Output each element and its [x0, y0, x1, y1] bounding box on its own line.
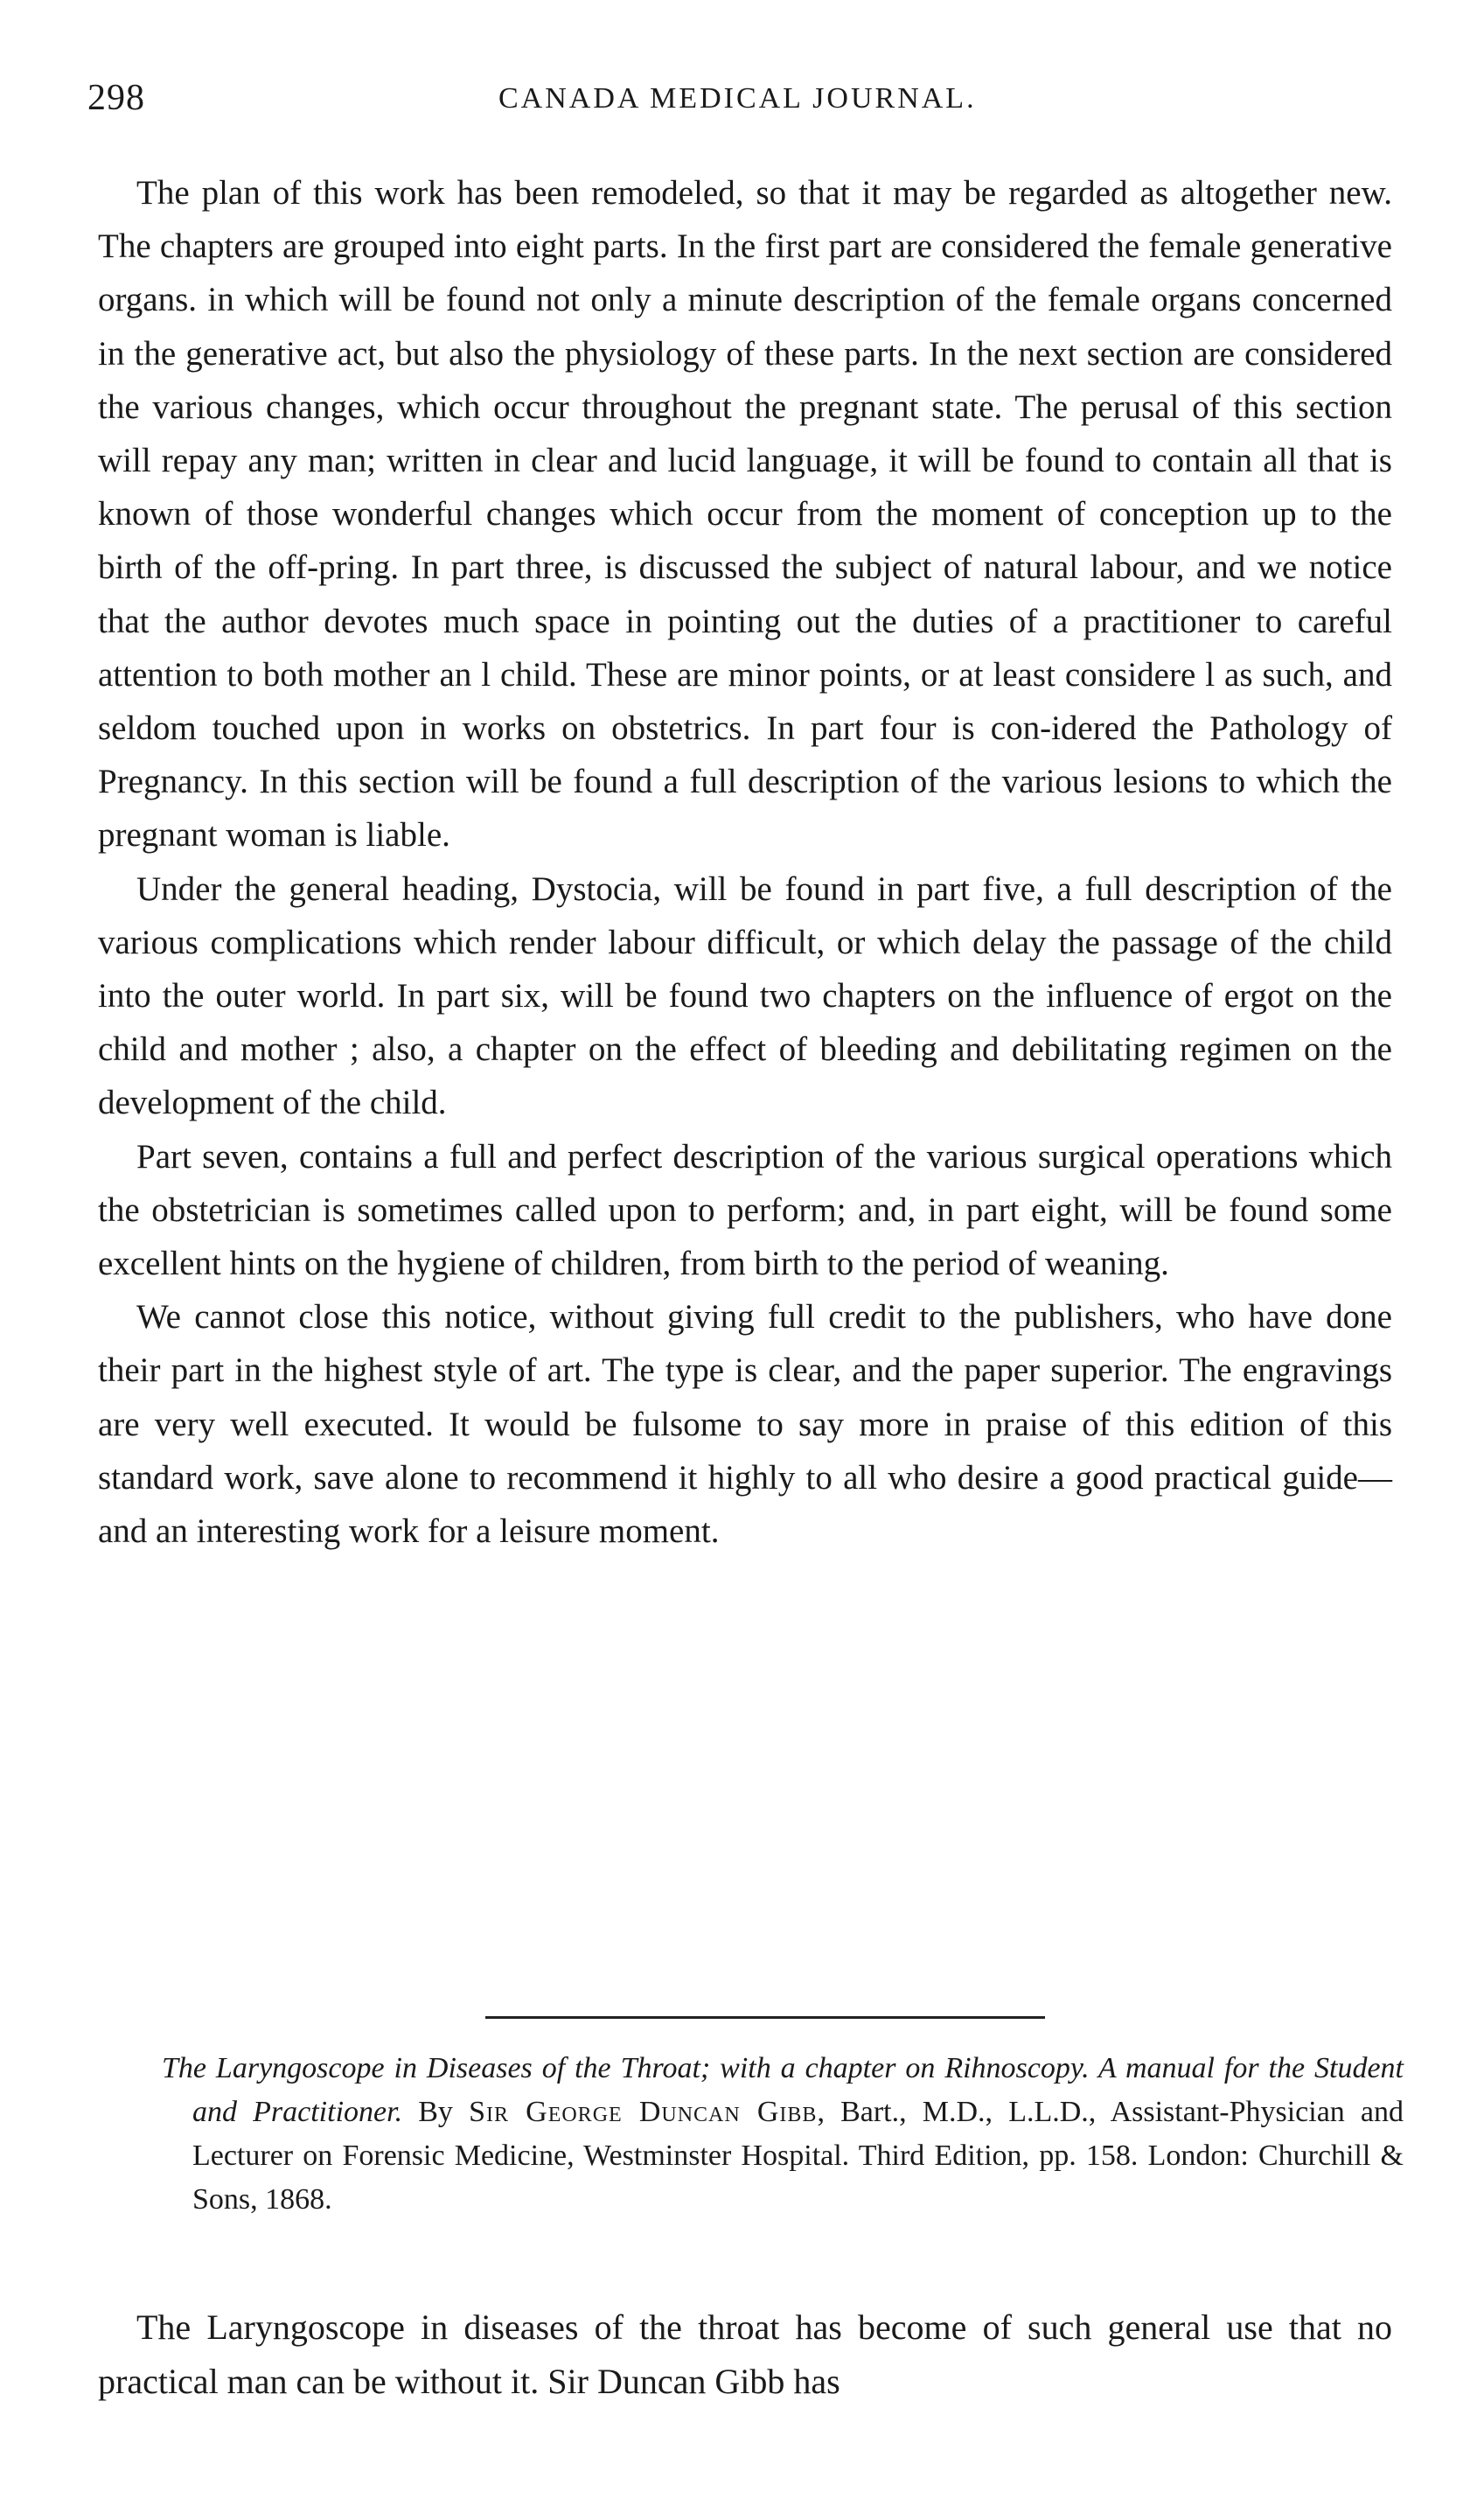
next-review	[98, 2300, 1392, 2409]
review-body	[98, 166, 1392, 1558]
paragraph: The plan of this work has been remodeled, so that it may be regarded as altogether new. The chapters are grouped into eight parts. In the first part are considered the female generative organs. in which will be found not only a minute description of the female organs concerned in the generative act, but also the physiology of these parts. In the next section are considered the various changes, which occur throughout the pregnant state. The perusal of this section will repay any man; written in clear and lucid language, it will be found to contain all that is known of those wonderful changes which occur from the moment of conception up to the birth of the off-pring. In part three, is discussed the subject of natural labour, and we notice that the author devotes much space in pointing out the duties of a practitioner to careful attention to both mother an l child. These are minor points, or at least considere l as such, and seldom touched upon in works on obstetrics. In part four is con-idered the Pathology of Pregnancy. In this section will be found a full description of the various lesions to which the pregnant woman is liable.	[98, 174, 1392, 855]
section-divider	[485, 2016, 1045, 2019]
by-label: By	[418, 2096, 453, 2128]
book-details: , Bart., M.D., L.L.D., Assistant-Physician and Lecturer on Forensic Medicine, Westminster Hospital. Third Edition, pp. 158. London: Churchill & Sons, 1868.	[192, 2096, 1404, 2216]
running-head: CANADA MEDICAL JOURNAL.	[498, 82, 977, 115]
page-header	[87, 77, 1399, 121]
paragraph: We cannot close this notice, without giving full credit to the publishers, who have done their part in the highest style of art. The type is clear, and the paper superior. The engravings are very well executed. It would be fulsome to say more in praise of this edition of this standard work, save alone to recommend it highly to all who desire a good practical guide—and an interesting work for a leisure moment.	[98, 1298, 1392, 1551]
book-author: Sir George Duncan Gibb	[469, 2096, 818, 2128]
paragraph: Under the general heading, Dystocia, will be found in part five, a full description of the various complications which render labour difficult, or which delay the passage of the child into the outer world. In part six, will be found two chapters on the influence of ergot on the child and mother ; also, a chapter on the effect of bleeding and debilitating regimen on the development of the child.	[98, 869, 1392, 1122]
book-citation	[162, 2047, 1404, 2222]
book-title: The Laryngoscope in Diseases of the Throat; with a chapter on Rihnoscopy. A manual for the Student and Practitioner.	[162, 2052, 1404, 2128]
page-number: 298	[87, 78, 145, 118]
citation-text	[162, 2047, 1404, 2222]
paragraph: Part seven, contains a full and perfect description of the various surgical operations which the obstetrician is sometimes called upon to perform; and, in part eight, will be found some excellent hints on the hygiene of children, from birth to the period of weaning.	[98, 1137, 1392, 1283]
paragraph: The Laryngoscope in diseases of the throat has become of such general use that no practical man can be without it. Sir Duncan Gibb has	[98, 2307, 1392, 2401]
